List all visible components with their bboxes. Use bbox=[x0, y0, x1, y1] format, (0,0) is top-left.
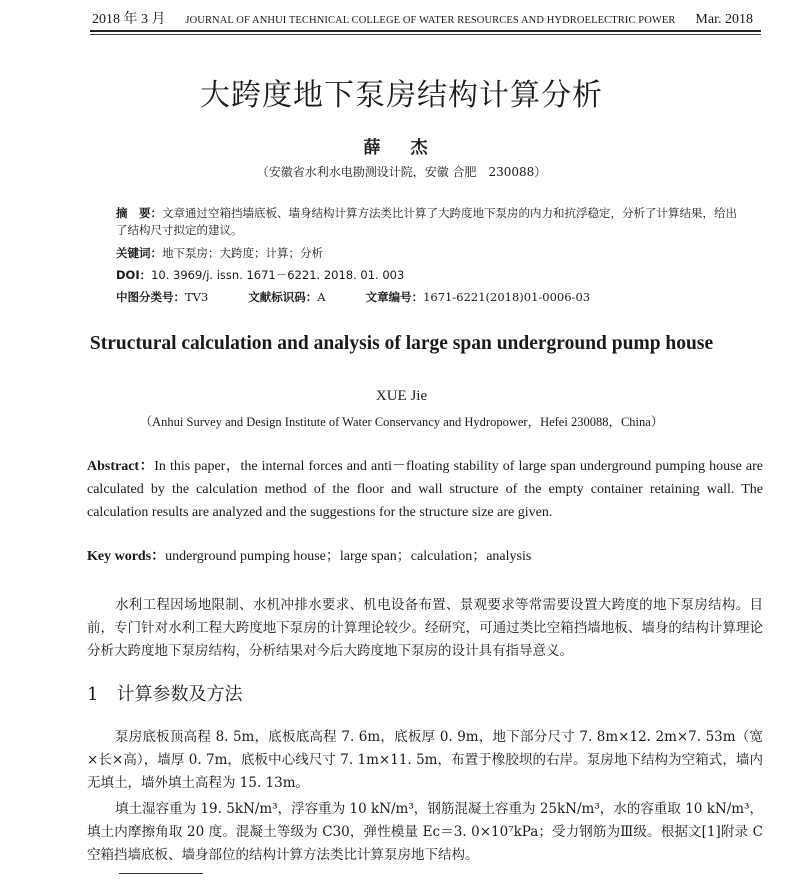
article-number-cell bbox=[366, 289, 590, 306]
article-number-label: 文章编号： bbox=[365, 290, 424, 304]
author-cn: 薛 杰 bbox=[363, 138, 440, 158]
keywords-cn-text: 地下泵房；大跨度；计算；分析 bbox=[162, 246, 323, 260]
intro-paragraph: 水利工程因场地限制、水机冲排水要求、机电设备布置、景观要求等常需要设置大跨度的地下泵房结构。目前，专门针对水利工程大跨度地下泵房的计算理论较少。经研究，可通过类比空箱挡墙地板、墙身的结构计算理论分析大跨度地下泵房结构，分析结果对今后大跨度地下泵房的设计具有指导意义。 bbox=[87, 597, 763, 659]
journal-name: JOURNAL OF ANHUI TECHNICAL COLLEGE OF WATER RESOURCES AND HYDROELECTRIC POWER bbox=[185, 15, 676, 26]
abstract-cn bbox=[116, 205, 737, 239]
abstract-en bbox=[87, 455, 763, 524]
keywords-en-label: Key words： bbox=[87, 549, 166, 564]
body-paragraph-2: 填土湿容重为 19. 5kN/m³，浮容重为 10 kN/m³，钢筋混凝土容重为 25kN/m³，水的容重取 10 kN/m³，填土内摩擦角取 20 度。混凝土等级为 C30，弹性模量 Ec＝3. 0×10⁷kPa；受力钢筋为Ⅲ级。根据文[1]附录 C 空箱挡墙底板、墙身部位的结构计算方法类比计算泵房地下结构。 bbox=[87, 801, 763, 863]
article-number-value: 1671-6221(2018)01-0006-03 bbox=[423, 290, 591, 304]
section-title: 计算参数及方法 bbox=[116, 684, 243, 705]
keywords-cn bbox=[116, 245, 737, 262]
abstract-cn-label: 摘 要： bbox=[116, 206, 162, 220]
affiliation-en: （Anhui Survey and Design Institute of Water Conservancy and Hydropower，Hefei 230088，China） bbox=[139, 415, 664, 429]
section-number: 1 bbox=[87, 684, 99, 705]
header-rule-thick bbox=[90, 30, 761, 32]
doi-line bbox=[116, 267, 737, 284]
footnote-rule bbox=[119, 873, 203, 874]
issue-date-cn: 2018 年 3 月 bbox=[92, 12, 166, 27]
abstract-en-label: Abstract： bbox=[87, 459, 155, 474]
affiliation-cn: （安徽省水利水电勘测设计院，安徽 合肥 230088） bbox=[256, 165, 547, 179]
classification-line bbox=[116, 289, 737, 306]
abstract-en-text: In this paper，the internal forces and anti－floating stability of large span underground pumping house are calculated by the calculation method of the floor and wall structure of the empty container retaining wall. The calculation results are analyzed and the suggestions for the structure size are given. bbox=[87, 459, 763, 520]
clc-value: TV3 bbox=[185, 290, 209, 304]
doc-code-value: A bbox=[317, 290, 326, 304]
body-paragraph-1: 泵房底板顶高程 8. 5m，底板底高程 7. 6m，底板厚 0. 9m，地下部分尺寸 7. 8m×12. 2m×7. 53m（宽×长×高），墙厚 0. 7m，底板中心线尺寸 7. 1m×11. 5m，布置于橡胶坝的右岸。泵房地下结构为空箱式，墙内无填土，墙外填土高程为 15. 13m。 bbox=[87, 729, 763, 791]
doc-code-cell bbox=[248, 289, 325, 306]
clc-cell bbox=[116, 289, 208, 306]
title-en: Structural calculation and analysis of large span underground pump house bbox=[89, 333, 714, 354]
doi-label: DOI： bbox=[116, 268, 152, 282]
header-rule-thin bbox=[90, 34, 761, 35]
running-header bbox=[92, 8, 753, 28]
keywords-en-text: underground pumping house；large span；calculation；analysis bbox=[165, 549, 532, 564]
title-cn: 大跨度地下泵房结构计算分析 bbox=[200, 78, 603, 113]
clc-label: 中图分类号： bbox=[116, 290, 185, 304]
issue-date-en: Mar. 2018 bbox=[695, 12, 753, 27]
keywords-en bbox=[87, 545, 763, 568]
abstract-cn-text: 文章通过空箱挡墙底板、墙身结构计算方法类比计算了大跨度地下泵房的内力和抗浮稳定，分析了计算结果，给出了结构尺寸拟定的建议。 bbox=[116, 206, 737, 237]
author-en: XUE Jie bbox=[375, 388, 428, 404]
doi-value: 10. 3969/j. issn. 1671－6221. 2018. 01. 003 bbox=[151, 268, 405, 282]
doc-code-label: 文献标识码： bbox=[248, 290, 318, 304]
keywords-cn-label: 关键词： bbox=[116, 246, 162, 260]
section-heading bbox=[87, 680, 242, 706]
